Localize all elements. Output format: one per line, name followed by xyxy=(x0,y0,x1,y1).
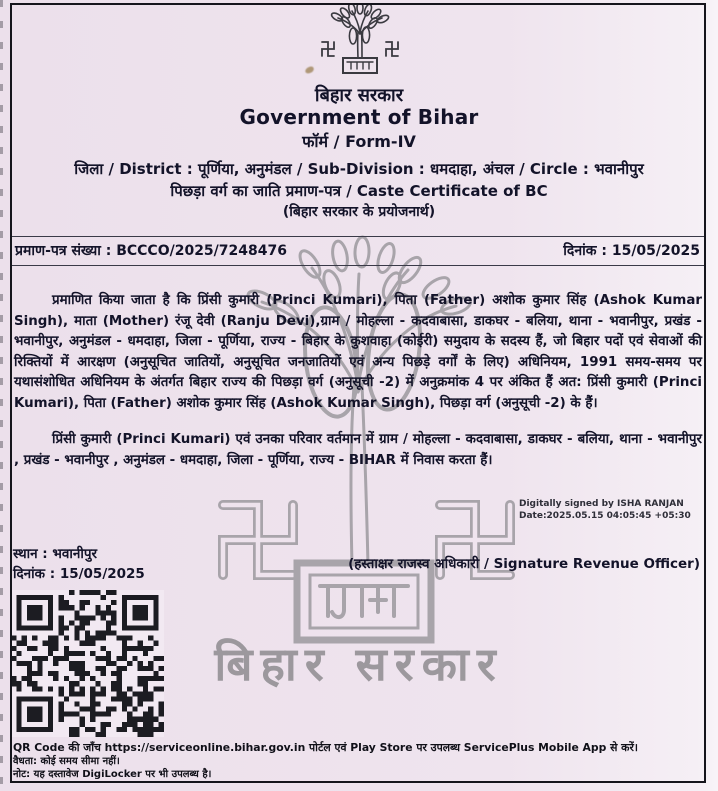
bihar-state-emblem xyxy=(302,4,418,82)
divider-bottom xyxy=(12,265,705,266)
emblem-seal-box xyxy=(343,58,377,73)
qr-code-canvas xyxy=(11,590,164,737)
swastika-right-icon xyxy=(386,42,398,56)
seal-box-watermark xyxy=(297,563,431,640)
org-name-english: Government of Bihar xyxy=(239,105,479,129)
scan-edge-artifact xyxy=(0,0,3,791)
date-line: दिनांक : 15/05/2025 xyxy=(13,566,145,582)
digital-signature-block xyxy=(519,499,691,522)
digilocker-note: नोट: यह दस्तावेज DigiLocker पर भी उपलब्ध है। xyxy=(13,768,212,780)
validity-note: वैधता: कोई समय सीमा नहीं। xyxy=(13,755,120,767)
footer-notes xyxy=(13,741,700,781)
certificate-paragraph-1: प्रमाणित किया जाता है कि प्रिंसी कुमारी (Princi Kumari), पिता (Father) अशोक कुमार सिंह (Ashok Kumar Singh), माता (Mother) रंजू देवी (Ranju Devi),ग्राम / मोहल्ला - कदवाबासा, डाकघर - बलिया, थाना - भवानीपुर, प्रखंड - भवानीपुर, अनुमंडल - धमदाहा, जिला - पूर्णिया, राज्य - बिहार के कुशवाहा (कोईरी) समुदाय के सदस्य हैं, जो बिहार पदों एवं सेवाओं की रिक्तियों में आरक्षण (अनुसूचित जातियों, अनुसूचित जनजातियों एवं अन्य पिछड़े वर्गों के लिए) अधिनियम, 1991 समय-समय पर यथासंशोधित अधिनियम के अंतर्गत बिहार राज्य की पिछड़ा वर्ग (अनुसूची -2) में अनुक्रमांक 4 पर अंकित हैं अत: प्रिंसी कुमारी (Princi Kumari), पिता (Father) अशोक कुमार सिंह (Ashok Kumar Singh), पिछड़ा वर्ग (अनुसूची -2) के हैं। xyxy=(14,293,702,411)
certificate-title: पिछड़ा वर्ग का जाति प्रमाण-पत्र / Caste Certificate of BC xyxy=(170,182,548,200)
certificate-body xyxy=(14,291,702,487)
district-subdivision-circle-line: जिला / District : पूर्णिया, अनुमंडल / Sub-Division : धमदाहा, अंचल / Circle : भवानीपुर xyxy=(74,160,644,178)
qr-code xyxy=(11,590,164,737)
divider-top xyxy=(12,236,705,237)
swastika-left-watermark xyxy=(223,505,293,575)
form-number: फॉर्म / Form-IV xyxy=(302,132,416,151)
certificate-meta-row xyxy=(15,241,700,260)
place-date-block xyxy=(13,544,145,584)
watermark-text: बिहार सरकार xyxy=(214,637,504,691)
qr-verification-note: QR Code की जाँच https://serviceonline.bihar.gov.in पोर्टल एवं Play Store पर उपलब्ध ServicePlus Mobile App से करें। xyxy=(13,741,638,754)
digital-signature-line2: Date:2025.05.15 04:05:45 +05:30 xyxy=(519,510,691,521)
purpose-line: (बिहार सरकार के प्रयोजनार्थ) xyxy=(282,204,436,220)
issue-date: दिनांक : 15/05/2025 xyxy=(563,243,700,259)
place-line: स्थान : भवानीपुर xyxy=(13,546,98,562)
digital-signature-line1: Digitally signed by ISHA RANJAN xyxy=(519,499,684,509)
certificate-number: प्रमाण-पत्र संख्या : BCCCO/2025/7248476 xyxy=(15,243,287,259)
swastika-left-icon xyxy=(322,42,334,56)
org-name-hindi: बिहार सरकार xyxy=(314,85,404,106)
revenue-officer-signature-label: (हस्ताक्षर राजस्व अधिकारी / Signature Revenue Officer) xyxy=(348,556,700,572)
certificate-paragraph-2: प्रिंसी कुमारी (Princi Kumari) एवं उनका परिवार वर्तमान में ग्राम / मोहल्ला - कदवाबासा, डाकघर - बलिया, थाना - भवानीपुर , प्रखंड - भवानीपुर , अनुमंडल - धमदाहा, जिला - पूर्णिया, राज्य - BIHAR में निवास करता हैं। xyxy=(14,432,702,468)
